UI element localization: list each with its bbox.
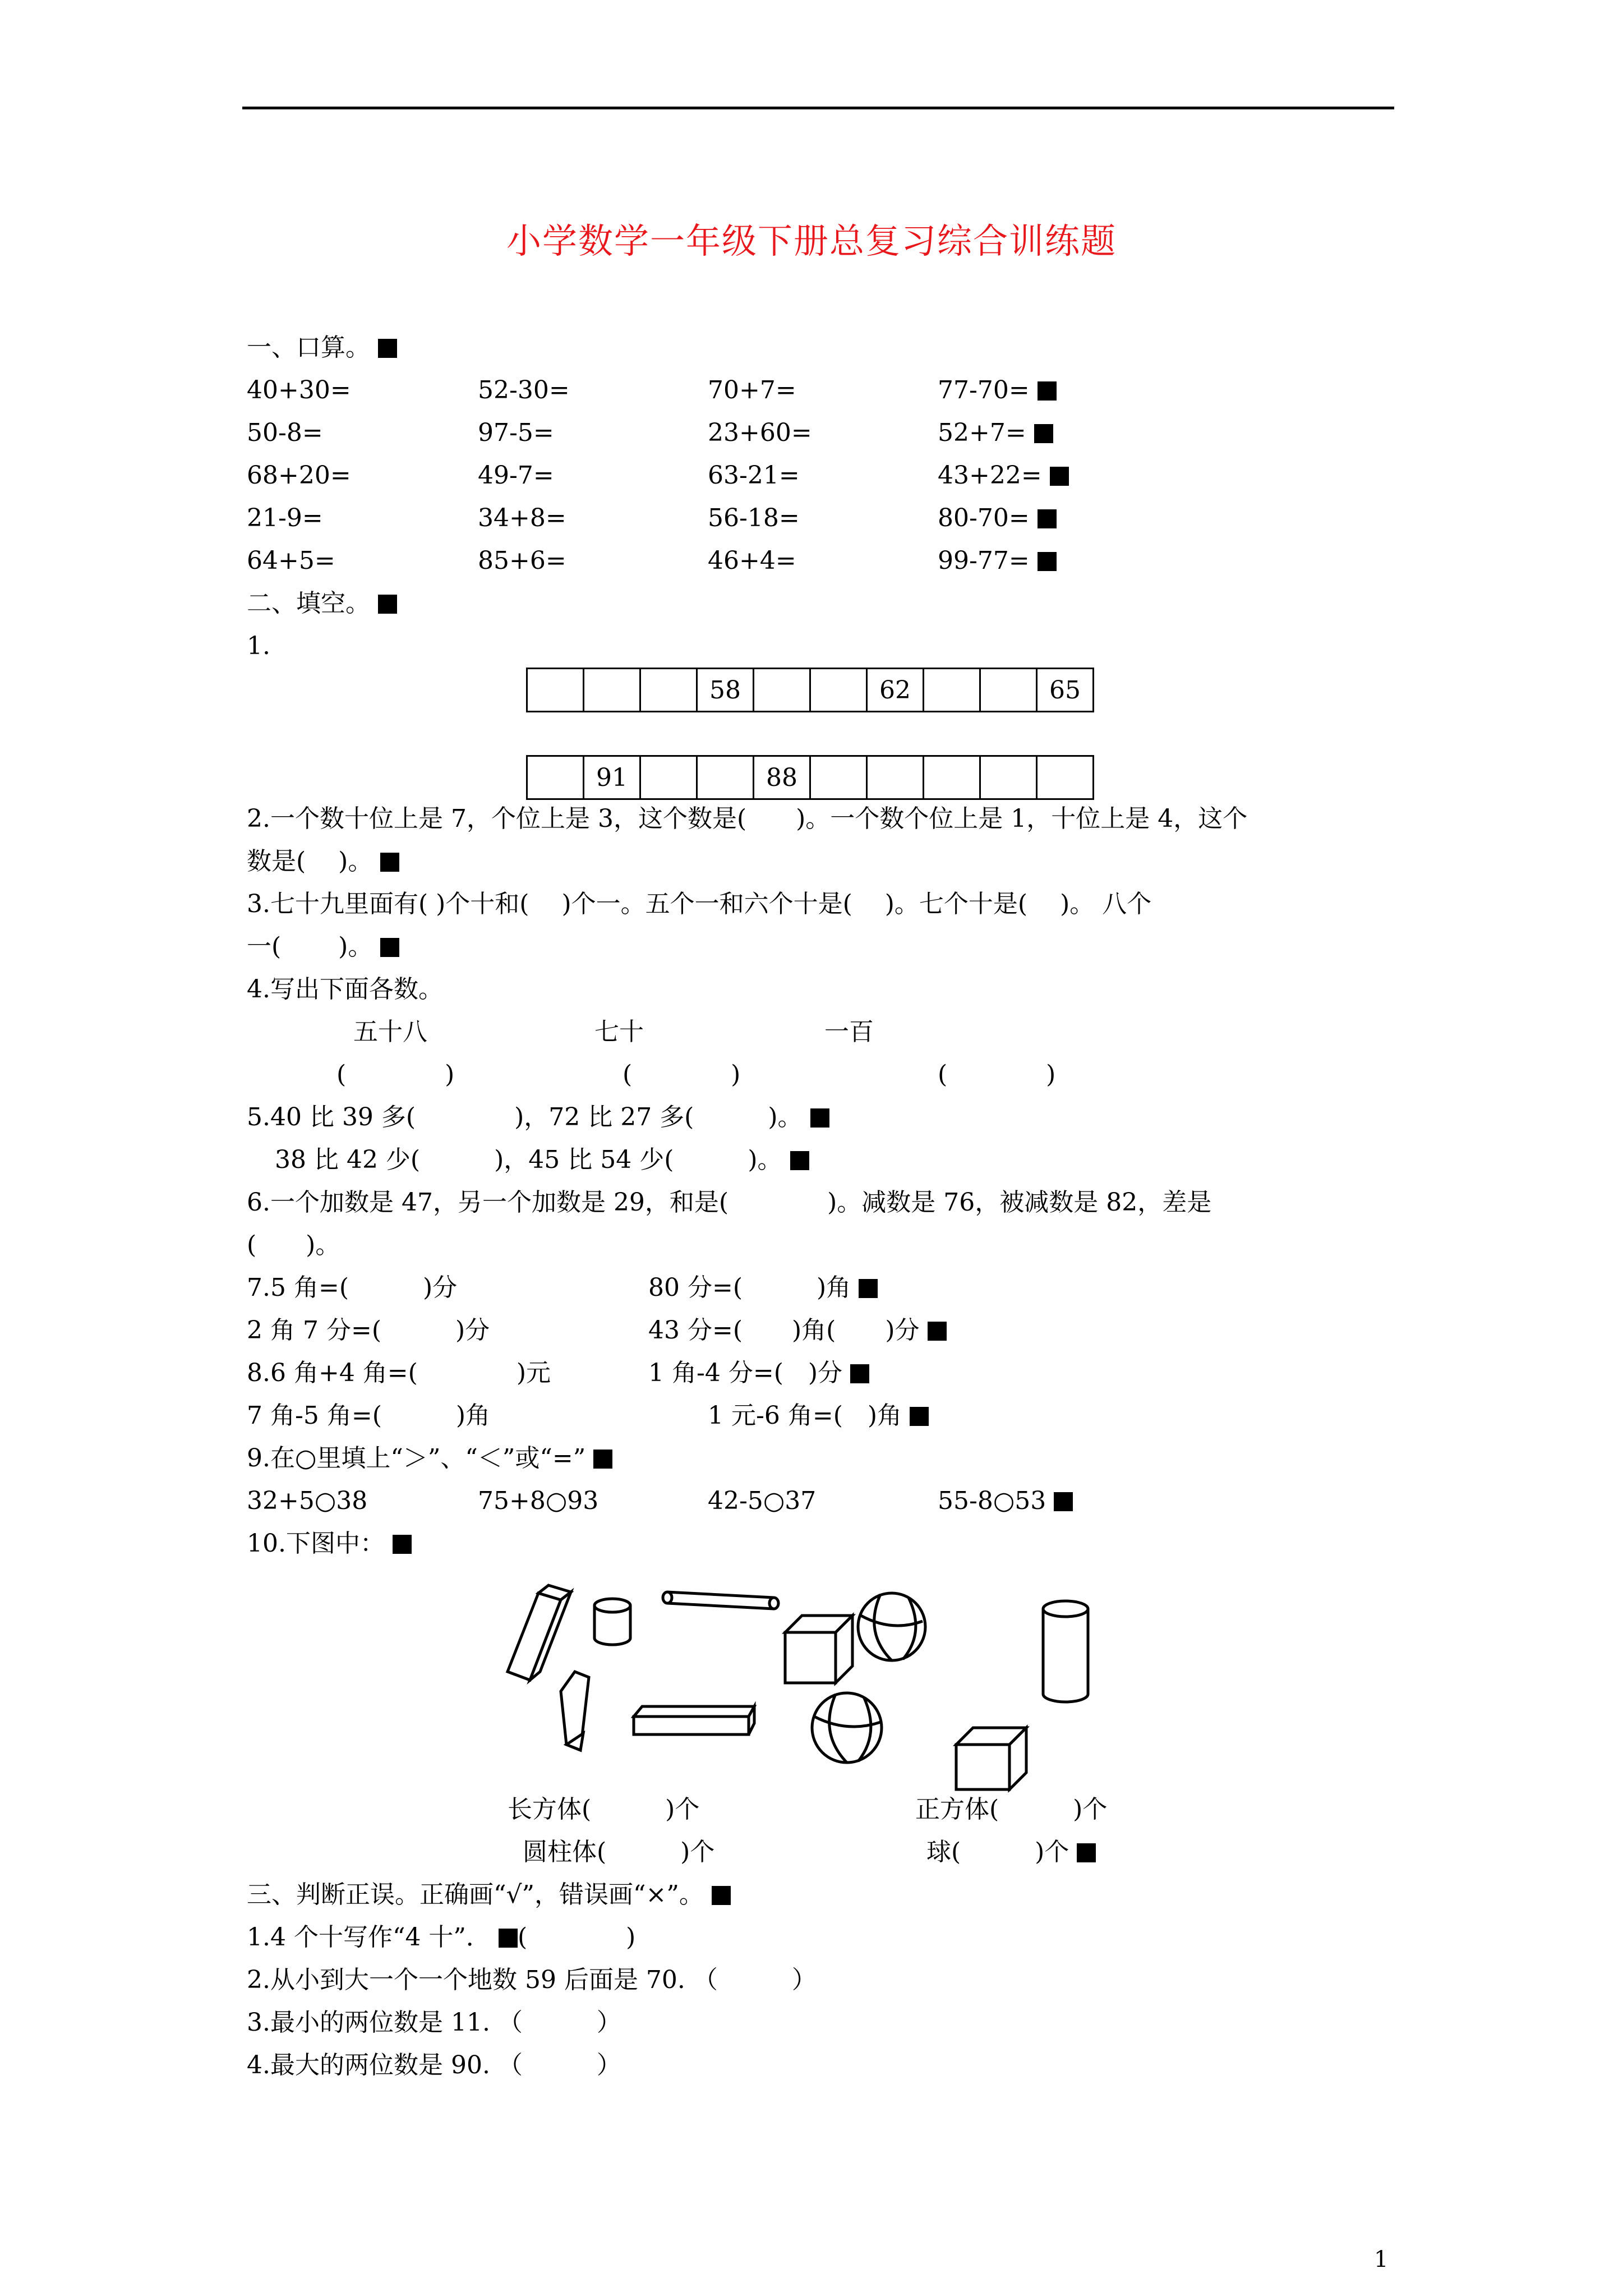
grid-cell[interactable] — [1037, 756, 1094, 799]
judge-item: 1.4 个十写作“4 十”． ( ) — [247, 1923, 636, 1952]
calc-cell: 50-8= — [247, 418, 323, 447]
grid-cell[interactable] — [810, 669, 867, 712]
q4-word: 七十 — [594, 1018, 644, 1046]
q4-blank[interactable]: ( ) — [336, 1060, 455, 1089]
grid-cell: 62 — [867, 669, 924, 712]
calc-cell: 40+30= — [247, 376, 351, 404]
q9-item: 55-8○53 — [938, 1484, 1073, 1518]
calc-cell: 68+20= — [247, 461, 351, 490]
calc-cell: 21-9= — [247, 504, 323, 532]
grid-cell[interactable] — [640, 756, 697, 799]
q8-item: 1 角-4 分=( )分 — [648, 1356, 869, 1390]
q7-item: 43 分=( )角( )分 — [648, 1314, 947, 1347]
bullet-square — [380, 938, 399, 957]
bullet-square — [859, 1279, 878, 1298]
bullet-square — [712, 1886, 731, 1905]
grid-cell[interactable] — [924, 669, 980, 712]
grid-cell[interactable] — [697, 756, 754, 799]
bullet-square — [810, 1108, 829, 1128]
sphere-shape — [812, 1693, 882, 1763]
cylinder-shape — [1043, 1601, 1088, 1702]
bullet-square — [1038, 381, 1057, 401]
q10-fill: 长方体( )个 — [508, 1795, 700, 1824]
calc-cell: 34+8= — [478, 504, 566, 532]
calc-cell: 64+5= — [247, 546, 335, 575]
q9-label: 9.在○里填上“＞”、“＜”或“=” — [247, 1442, 612, 1475]
answer-blank[interactable]: ( ) — [517, 1923, 636, 1952]
solid-shapes-figure — [499, 1582, 1122, 1801]
q8-item: 1 元-6 角=( )角 — [708, 1399, 929, 1433]
q5-line1: 5.40 比 39 多( )，72 比 27 多( )。 — [247, 1101, 829, 1134]
grid-cell[interactable] — [527, 669, 584, 712]
calc-cell: 49-7= — [478, 461, 554, 490]
bullet-square — [928, 1322, 947, 1341]
q4-word: 一百 — [824, 1018, 874, 1046]
grid-cell[interactable] — [527, 756, 584, 799]
q3-line1: 3.七十九里面有( )个十和( )个一。五个一和六个十是( )。七个十是( )。 八个 — [247, 890, 1152, 918]
q10-fill: 正方体( )个 — [915, 1795, 1108, 1824]
q9-item: 42-5○37 — [708, 1487, 817, 1515]
q6-line2: ( )。 — [247, 1231, 340, 1259]
q1-label: 1. — [247, 632, 270, 660]
cuboid-shape — [634, 1706, 754, 1734]
grid-cell[interactable] — [754, 669, 810, 712]
q10-label: 10.下图中： — [247, 1527, 412, 1561]
bullet-square — [393, 1535, 412, 1554]
cuboid-shape — [508, 1585, 571, 1680]
section1-heading: 一、口算。 — [247, 331, 397, 365]
q9-item: 32+5○38 — [247, 1487, 368, 1515]
q8-item: 8.6 角+4 角=( )元 — [247, 1359, 551, 1387]
bullet-square — [378, 595, 397, 614]
cylinder-shape — [663, 1592, 778, 1609]
grid-cell[interactable] — [980, 756, 1037, 799]
calc-cell: 52+7= — [938, 416, 1053, 450]
q3-line2: 一( )。 — [247, 930, 399, 964]
cuboid-shape — [561, 1672, 589, 1750]
judge-item: 4.最大的两位数是 90. （ ） — [247, 2051, 621, 2079]
cube-shape — [785, 1616, 852, 1683]
calc-cell: 99-77= — [938, 544, 1057, 578]
grid-cell[interactable] — [640, 669, 697, 712]
q10-fill: 球( )个 — [926, 1835, 1096, 1869]
calc-cell: 43+22= — [938, 459, 1069, 493]
calc-cell: 23+60= — [708, 418, 812, 447]
q2-line1: 2.一个数十位上是 7，个位上是 3，这个数是( )。一个数个位上是 1，十位上是 4，这个 — [247, 804, 1248, 833]
page-title: 小学数学一年级下册总复习综合训练题 — [506, 220, 1117, 261]
bullet-square — [499, 1929, 518, 1948]
q6-line1: 6.一个加数是 47，另一个加数是 29，和是( )。减数是 76，被减数是 82，差是 — [247, 1188, 1212, 1217]
bullet-square — [910, 1407, 929, 1426]
q4-blank[interactable]: ( ) — [938, 1060, 1056, 1089]
judge-item: 3.最小的两位数是 11. （ ） — [247, 2008, 621, 2037]
grid-cell: 58 — [697, 669, 754, 712]
grid-cell[interactable] — [810, 756, 867, 799]
page-number: 1 — [1374, 2247, 1389, 2272]
q10-fill: 圆柱体( )个 — [523, 1838, 715, 1866]
cylinder-shape — [594, 1599, 630, 1645]
grid-cell[interactable] — [584, 669, 640, 712]
q4-label: 4.写出下面各数。 — [247, 975, 443, 1004]
q4-blank[interactable]: ( ) — [623, 1060, 741, 1089]
bullet-square — [1038, 552, 1057, 571]
q7-item: 80 分=( )角 — [648, 1271, 878, 1305]
calc-cell: 63-21= — [708, 461, 800, 490]
calc-cell: 46+4= — [708, 546, 796, 575]
calc-cell: 56-18= — [708, 504, 800, 532]
bullet-square — [850, 1364, 869, 1383]
bullet-square — [378, 339, 397, 358]
calc-cell: 70+7= — [708, 376, 796, 404]
q7-item: 7.5 角=( )分 — [247, 1273, 458, 1302]
grid-cell[interactable] — [867, 756, 924, 799]
bullet-square — [1054, 1492, 1073, 1511]
q7-item: 2 角 7 分=( )分 — [247, 1316, 490, 1345]
calc-cell: 52-30= — [478, 376, 570, 404]
section2-heading: 二、填空。 — [247, 587, 397, 620]
calc-cell: 85+6= — [478, 546, 566, 575]
grid-cell: 91 — [584, 756, 640, 799]
bullet-square — [1038, 509, 1057, 528]
q2-line2: 数是( )。 — [247, 845, 399, 878]
q4-word: 五十八 — [353, 1018, 427, 1046]
bullet-square — [593, 1450, 612, 1469]
bullet-square — [1077, 1843, 1096, 1862]
section3-heading: 三、判断正误。正确画“√”，错误画“×”。 — [247, 1878, 731, 1912]
grid-cell: 88 — [754, 756, 810, 799]
grid-cell[interactable] — [924, 756, 980, 799]
calc-cell: 80-70= — [938, 501, 1057, 535]
number-grid-2 — [526, 755, 1094, 800]
sphere-shape — [858, 1593, 925, 1660]
grid-cell[interactable] — [980, 669, 1037, 712]
cube-shape — [956, 1728, 1026, 1789]
calc-cell: 77-70= — [938, 374, 1057, 407]
grid-cell: 65 — [1037, 669, 1094, 712]
q8-item: 7 角-5 角=( )角 — [247, 1401, 491, 1430]
q5-line2: 38 比 42 少( )，45 比 54 少( )。 — [275, 1143, 809, 1177]
calc-cell: 97-5= — [478, 418, 554, 447]
q9-item: 75+8○93 — [478, 1487, 599, 1515]
bullet-square — [380, 853, 399, 872]
header-rule — [242, 107, 1394, 109]
number-grid-1 — [526, 668, 1094, 712]
bullet-square — [790, 1151, 809, 1170]
judge-item: 2.从小到大一个一个地数 59 后面是 70. （ ） — [247, 1966, 817, 1994]
bullet-square — [1050, 467, 1069, 486]
bullet-square — [1034, 424, 1053, 443]
